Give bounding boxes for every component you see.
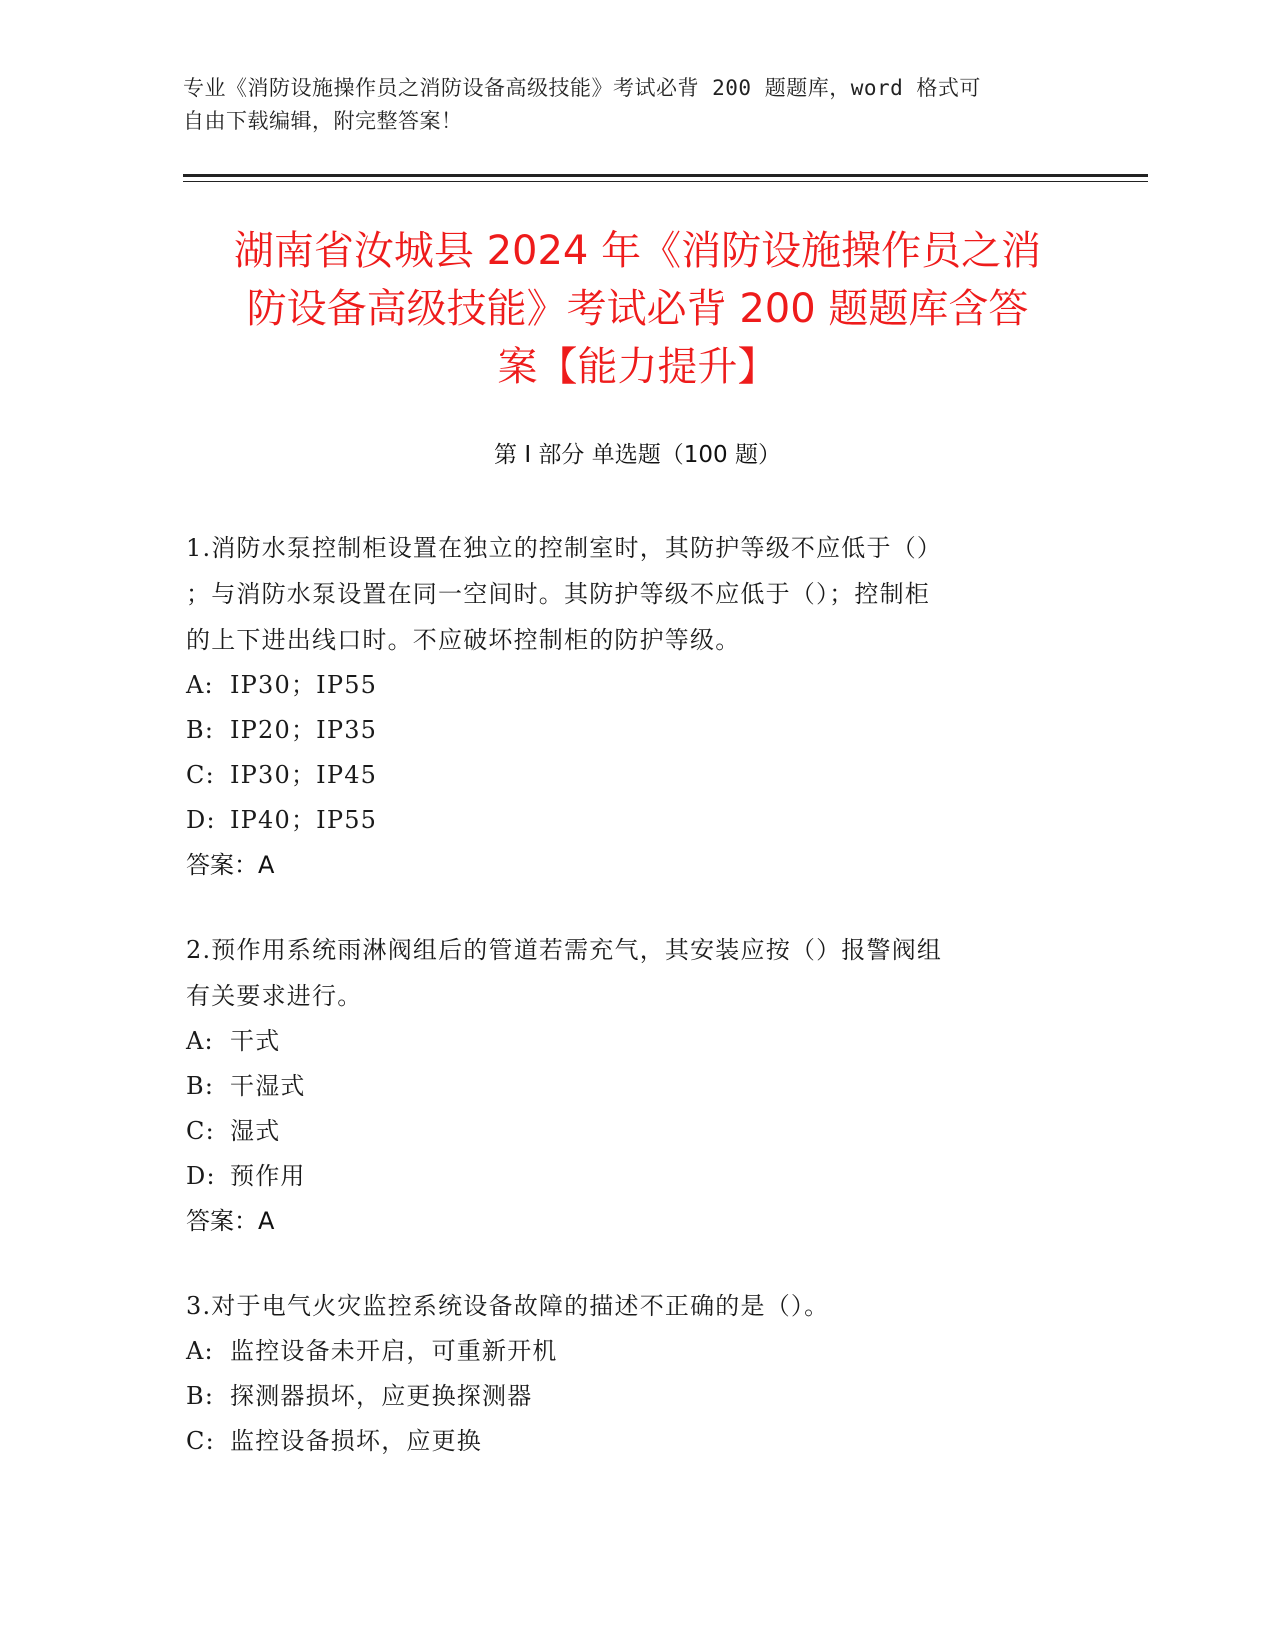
option-b	[186, 1064, 1061, 1109]
stem-line: 的上下进出线口时。不应破坏控制柜的防护等级。	[186, 626, 741, 654]
option-b	[186, 1374, 1061, 1419]
option-a	[186, 663, 1061, 708]
option-text: 干湿式	[230, 1072, 306, 1100]
option-letter: A:	[186, 1027, 214, 1055]
option-text: IP30；IP45	[230, 761, 378, 789]
document-title	[150, 222, 1125, 396]
option-c	[186, 1419, 1061, 1464]
question-stem	[186, 1283, 1061, 1329]
option-letter: C:	[186, 1117, 215, 1145]
section-heading: 第 I 部分 单选题（100 题）	[494, 442, 781, 468]
option-text: 预作用	[230, 1162, 306, 1190]
option-d	[186, 798, 1061, 843]
option-a	[186, 1329, 1061, 1374]
stem-line: 有关要求进行。	[186, 982, 363, 1010]
title-line: 湖南省汝城县 2024 年《消防设施操作员之消	[233, 228, 1042, 274]
answer-line: 答案：A	[186, 1207, 275, 1235]
question-3	[186, 1283, 1061, 1464]
option-text: 干式	[230, 1027, 281, 1055]
question-stem	[186, 525, 1061, 663]
option-text: IP30；IP55	[230, 671, 378, 699]
option-letter: C:	[186, 761, 215, 789]
question-2	[186, 927, 1061, 1244]
stem-line: 3.对于电气火灾监控系统设备故障的描述不正确的是（）。	[186, 1292, 830, 1320]
stem-line: ；与消防水泵设置在同一空间时。其防护等级不应低于（）；控制柜	[186, 580, 930, 608]
option-letter: D:	[186, 1162, 216, 1190]
option-letter: A:	[186, 671, 214, 699]
option-letter: B:	[186, 1072, 215, 1100]
answer-line: 答案：A	[186, 851, 275, 879]
option-text: 探测器损坏，应更换探测器	[230, 1382, 533, 1410]
option-letter: A:	[186, 1337, 214, 1365]
stem-line: 2.预作用系统雨淋阀组后的管道若需充气，其安装应按（）报警阀组	[186, 936, 943, 964]
option-b	[186, 708, 1061, 753]
question-stem	[186, 927, 1061, 1019]
intro-text	[183, 72, 1063, 138]
option-d	[186, 1154, 1061, 1199]
question-1	[186, 525, 1061, 888]
option-text: IP40；IP55	[230, 806, 378, 834]
title-line: 防设备高级技能》考试必背 200 题题库含答	[246, 286, 1029, 332]
option-letter: D:	[186, 806, 216, 834]
intro-line: 自由下载编辑，附完整答案！	[183, 109, 463, 133]
header-divider	[183, 174, 1148, 177]
header-divider-thin	[183, 181, 1148, 182]
option-text: 监控设备未开启，可重新开机	[230, 1337, 558, 1365]
option-text: 监控设备损坏，应更换	[230, 1427, 482, 1455]
intro-line: 专业《消防设施操作员之消防设备高级技能》考试必背 200 题题库，word 格式可	[183, 76, 981, 100]
option-text: 湿式	[230, 1117, 281, 1145]
title-line: 案【能力提升】	[497, 344, 778, 390]
option-c	[186, 1109, 1061, 1154]
question-list	[186, 525, 1061, 1503]
option-a	[186, 1019, 1061, 1064]
option-letter: B:	[186, 1382, 215, 1410]
option-text: IP20；IP35	[230, 716, 378, 744]
option-letter: B:	[186, 716, 215, 744]
stem-line: 1.消防水泵控制柜设置在独立的控制室时，其防护等级不应低于（）	[186, 534, 943, 562]
option-c	[186, 753, 1061, 798]
option-letter: C:	[186, 1427, 215, 1455]
